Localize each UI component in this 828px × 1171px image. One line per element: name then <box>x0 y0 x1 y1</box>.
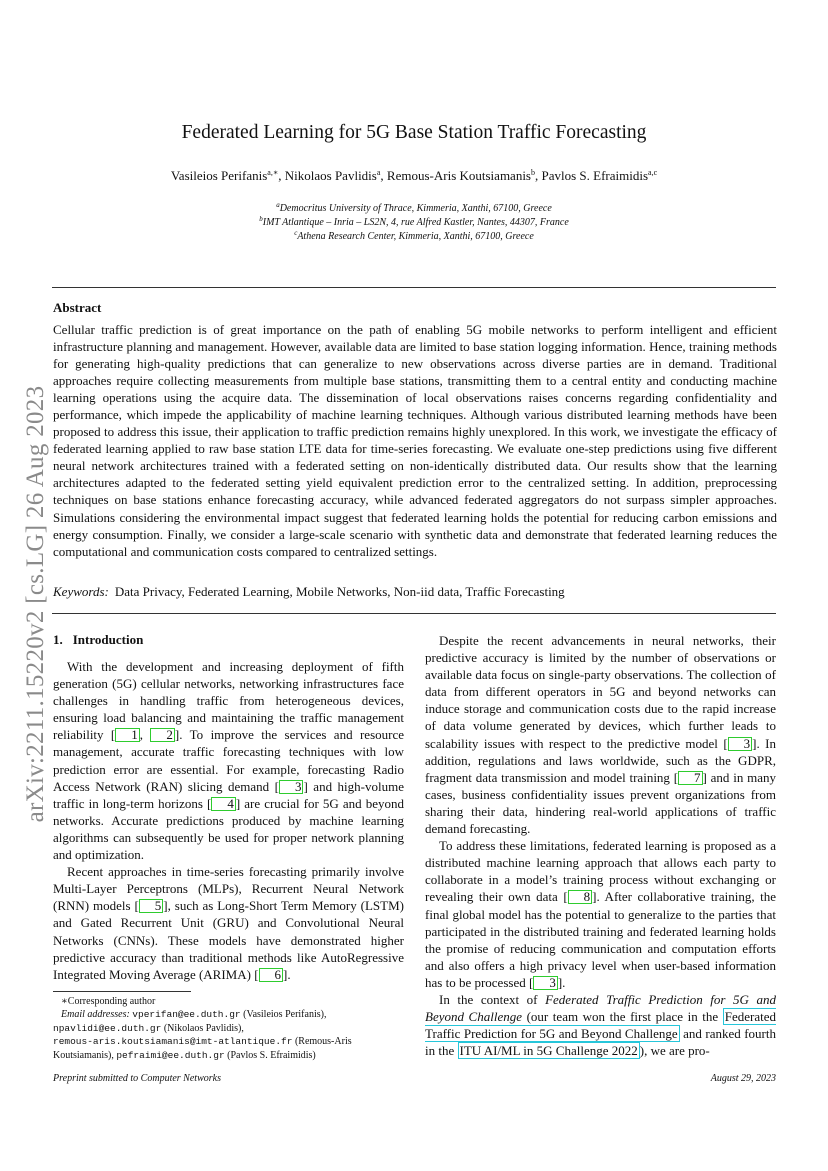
arxiv-stamp: arXiv:2211.15220v2 [cs.LG] 26 Aug 2023 <box>22 385 49 823</box>
author: Nikolaos Pavlidis$^a$, <box>284 168 387 183</box>
paragraph: In the context of Federated Traffic Prediction for 5G and Beyond Challenge (our team won the first place in the Federated Traffic Prediction for 5G and Beyond Challenge and ranked fourth in the ITU AI/ML in 5G Challenge 2022 ), we are pro- <box>425 991 776 1059</box>
citation-link[interactable]: 3 <box>279 780 304 794</box>
email-label: Email addresses: <box>61 1009 130 1021</box>
paragraph: Despite the recent advancements in neural networks, their predictive accuracy is limited by the number of observations or available data focus on single-party observations. The collection of data from different operators in 5G and beyond networks can induce storage and communication costs due to the rapid increase of data volume generated by devices, which further leads to scalability issues with respect to the predictive model [ 3 ]. In addition, regulations and laws worldwide, such as the GDPR, fragment data transmission and model training [ 7 ] and in many cases, business confidentiality issues prevent organizations from sharing their data, hindering real-world applications of traffic demand forecasting. <box>425 633 776 837</box>
citation-link[interactable]: 3 <box>533 976 558 990</box>
citation-link[interactable]: 3 <box>728 737 753 751</box>
footnote-rule <box>53 991 191 992</box>
affiliation: $^b$IMT Atlantique – Inria – LS2N, 4, rue Alfred Kastler, Nantes, 44307, France <box>259 215 569 228</box>
keywords <box>53 584 565 600</box>
author: Pavlos S. Efraimidis$^{a,c}$ <box>541 168 658 183</box>
citation-link[interactable]: 6 <box>259 968 284 982</box>
abstract-heading: Abstract <box>53 300 102 315</box>
author: Remous-Aris Koutsiamanis$^b$, <box>386 168 542 183</box>
keywords-text: Data Privacy, Federated Learning, Mobile Networks, Non-iid data, Traffic Forecasting <box>114 584 565 599</box>
divider <box>52 613 776 614</box>
paragraph: With the development and increasing deployment of fifth generation (5G) cellular networks, networking infrastructures face challenges in handling traffic from heterogeneous devices, ensuring load balancing and maintaining the traffic management reliability [ 1 , 2 ]. To improve the services and resource management, accurate traffic forecasting techniques with low prediction error are essential. For example, forecasting Radio Access Network (RAN) slicing demand [ 3 ] and high-volume traffic in long-term horizons [ 4 ] are crucial for 5G and beyond networks. Accurate predictions produced by machine learning algorithms can subsequently be used for proper network planning and optimization. <box>53 659 404 863</box>
corresponding-author: ∗Corresponding author <box>61 996 156 1007</box>
paragraph: Recent approaches in time-series forecasting primarily involve Multi-Layer Perceptrons (MLPs), Recurrent Neural Network (RNN) models [ 5 ], such as Long-Short Term Memory (LSTM) and Gated Recurrent Unit (GRU) and Convolutional Neural Networks (CNNs). These models have demonstrated higher predictive accuracy than traditional methods like AutoRegressive Integrated Moving Average (ARIMA) [ 6 ]. <box>53 864 404 982</box>
abstract-text: Cellular traffic prediction is of great importance on the path of enabling 5G mobile networks to perform intelligent and efficient infrastructure planning and management. However, available data are limited to base station logging information. Hence, training methods for generating high-quality predictions that can generalize to new observations across diverse parties are in demand. Traditional approaches require collecting measurements from multiple base stations, transmitting them to a central entity and conducting machine learning operations using the acquire data. The dissemination of local observations raises concerns regarding confidentiality and performance, which impede the applicability of machine learning techniques. Although various distributed learning methods have been proposed to address this issue, their application to traffic prediction remains highly unexplored. In this work, we investigate the efficacy of federated learning applied to raw base station LTE data for time-series forecasting. We evaluate one-step predictions using five different neural network architectures trained with a federated setting on non-identically distributed data. Our results show that the learning architectures adapted to the federated setting yield equivalent prediction error to the centralized setting. In addition, preprocessing techniques on base stations enhance forecasting accuracy, while advanced federated aggregators do not surpass simpler approaches. Simulations considering the environmental impact suggest that federated learning holds the potential for reducing carbon emissions and energy consumption. Finally, we consider a large-scale scenario with synthetic data and demonstrate that federated learning reduces the computational and communication costs compared to centralized settings. <box>53 322 777 559</box>
footer-venue: Preprint submitted to Computer Networks <box>53 1073 221 1084</box>
keywords-label: Keywords: <box>53 584 109 599</box>
affiliation: $^c$Athena Research Center, Kimmeria, Xanthi, 67100, Greece <box>294 229 534 242</box>
paragraph: To address these limitations, federated learning is proposed as a distributed machine learning approach that allows each party to collaborate in a model’s training process without exchanging or revealing their own data [ 8 ]. After collaborative training, the final global model has the potential to generalize to the parties that participated in the distributed training and federated learning holds the promise of reducing communication and computation efforts and also offers a high privacy level when user-based information has to be processed [ 3 ]. <box>425 838 776 990</box>
section-heading: 1. Introduction <box>53 632 144 647</box>
email-link[interactable]: npavlidi@ee.duth.gr <box>53 1022 162 1034</box>
email-link[interactable]: remous-aris.koutsiamanis@imt-atlantique.fr <box>53 1036 293 1048</box>
citation-link[interactable]: 7 <box>678 771 703 785</box>
affiliation: $^a$Democritus University of Thrace, Kimmeria, Xanthi, 67100, Greece <box>276 201 552 214</box>
citation-link[interactable]: 2 <box>150 728 175 742</box>
citation-link[interactable]: 8 <box>568 890 593 904</box>
footer-date: August 29, 2023 <box>710 1073 776 1084</box>
paper-title: Federated Learning for 5G Base Station Traffic Forecasting <box>181 122 647 143</box>
email-link[interactable]: pefraimi@ee.duth.gr <box>116 1049 225 1061</box>
citation-link[interactable]: 5 <box>139 899 164 913</box>
footnote: ∗Corresponding author Email addresses: vperifan@ee.duth.gr (Vasileios Perifanis), npavlidi@ee.duth.gr (Nikolaos Pavlidis), remous-aris.koutsiamanis@imt-atlantique.fr (Remous-Aris Koutsiamanis), pefraimi@ee.duth.gr (Pavlos S. Efraimidis) <box>53 995 408 1062</box>
divider <box>52 287 776 288</box>
email-link[interactable]: vperifan@ee.duth.gr <box>132 1009 241 1021</box>
challenge-link[interactable]: Federated Traffic Prediction for 5G and Beyond Challenge <box>425 1009 776 1042</box>
author-list <box>0 168 828 184</box>
citation-link[interactable]: 4 <box>211 797 236 811</box>
itu-challenge-link[interactable]: ITU AI/ML in 5G Challenge 2022 <box>459 1043 638 1059</box>
left-column <box>53 658 404 983</box>
citation-link[interactable]: 1 <box>115 728 140 742</box>
right-column <box>425 632 776 1059</box>
author: Vasileios Perifanis$^{a,∗}$, <box>170 168 285 183</box>
